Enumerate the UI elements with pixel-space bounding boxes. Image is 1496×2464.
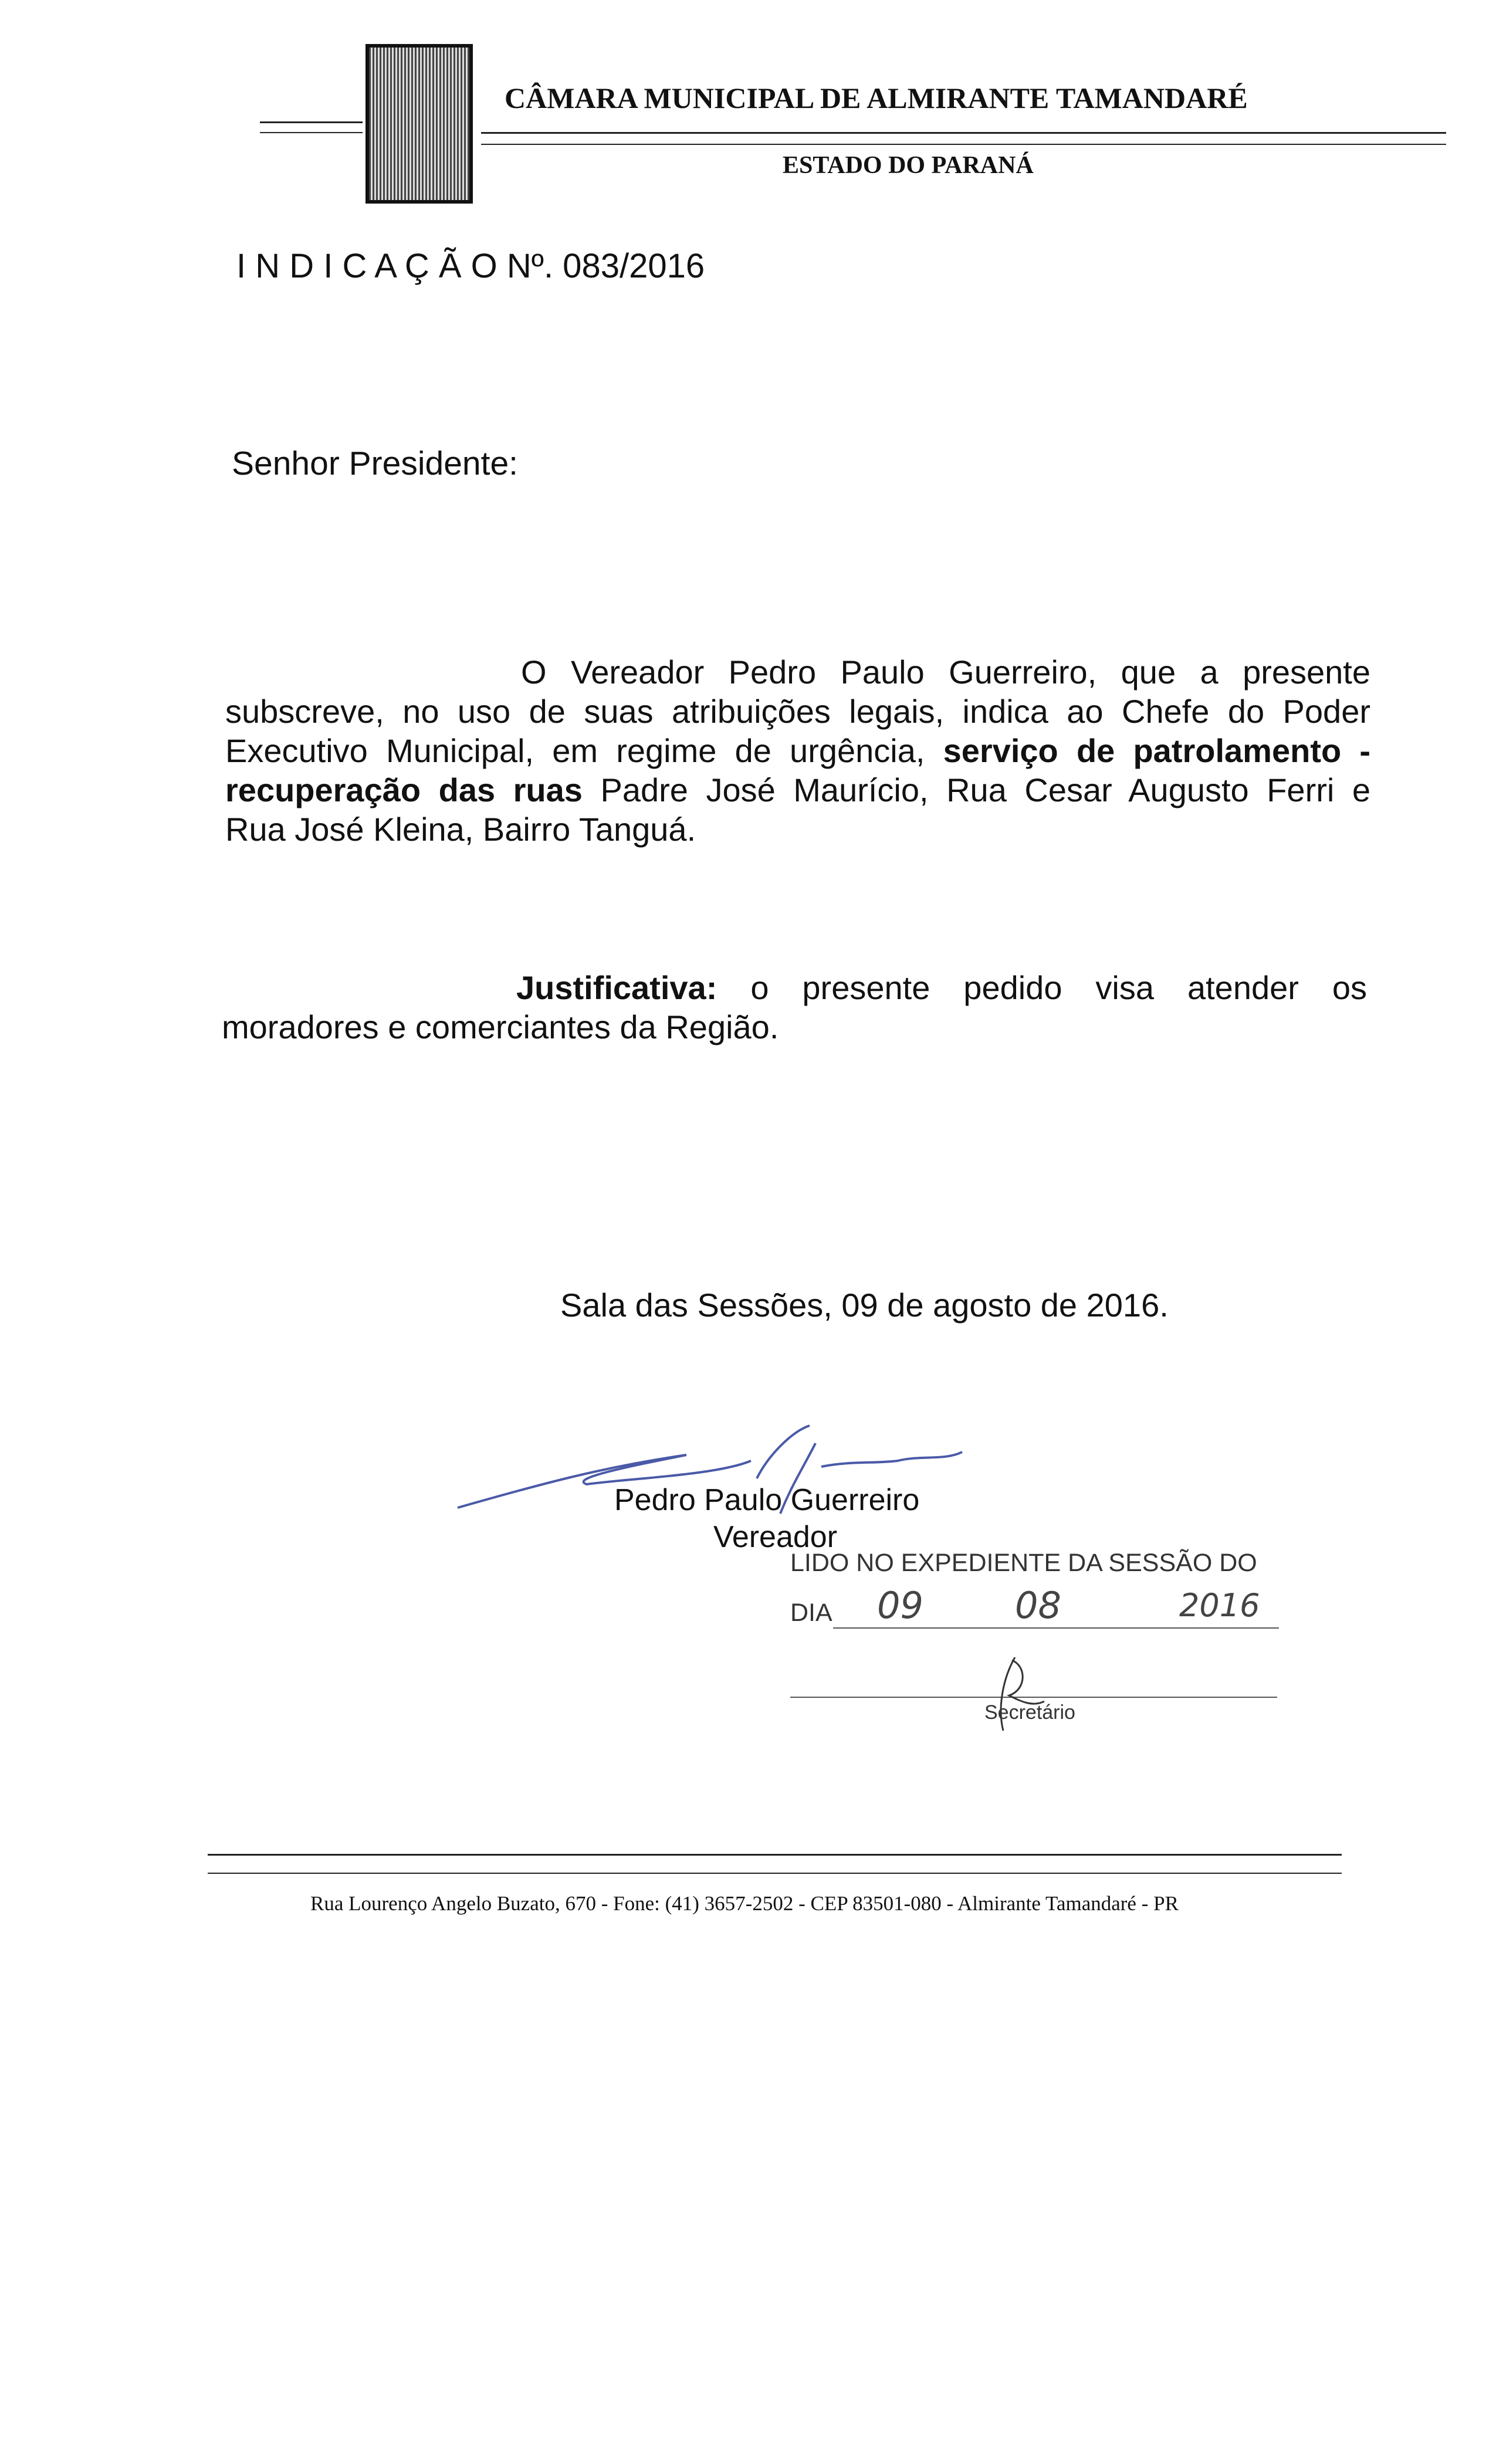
footer-address: Rua Lourenço Angelo Buzato, 670 - Fone: (41) 3657-2502 - CEP 83501-080 - Almirante Tamandaré - PR [310,1892,1179,1915]
header-rule [260,132,363,133]
justification-paragraph: Justificativa: o presente pedido visa atender os moradores e comerciantes da Região. [222,969,1367,1045]
stamp-day: 09 [877,1584,923,1627]
stamp-year: 2016 [1179,1587,1260,1624]
body-paragraph: O Vereador Pedro Paulo Guerreiro, que a presente subscreve, no uso de suas atribuições legais, indica ao Chefe do Poder Executivo Municipal, em regime de urgência, serviço de patrolamento - recuperação das ruas Padre José Maurício, Rua Cesar Augusto Ferri e Rua José Kleina, Bairro Tanguá. [225,654,1371,848]
coat-of-arms-logo [365,44,473,204]
document-number: I N D I C A Ç Ã O Nº. 083/2016 [236,247,705,285]
footer-rule [208,1873,1342,1874]
header-rule [481,132,1446,134]
place-date: Sala das Sessões, 09 de agosto de 2016. [560,1287,1169,1324]
state-subtitle: ESTADO DO PARANÁ [783,152,1034,179]
date-line [833,1627,1279,1629]
signer-name: Pedro Paulo Guerreiro [614,1483,920,1517]
signer-role: Vereador [713,1520,838,1554]
secretary-label: Secretário [984,1701,1075,1724]
footer-rule [208,1854,1342,1856]
header-rule [260,121,363,123]
salutation: Senhor Presidente: [232,445,518,482]
stamp-month: 08 [1015,1584,1061,1627]
stamp-day-label: DIA [790,1599,832,1627]
secretary-signature [980,1654,1050,1737]
stamp-title: LIDO NO EXPEDIENTE DA SESSÃO DO [790,1549,1257,1577]
header-rule [481,144,1446,145]
institution-title: CÂMARA MUNICIPAL DE ALMIRANTE TAMANDARÉ [505,82,1248,114]
